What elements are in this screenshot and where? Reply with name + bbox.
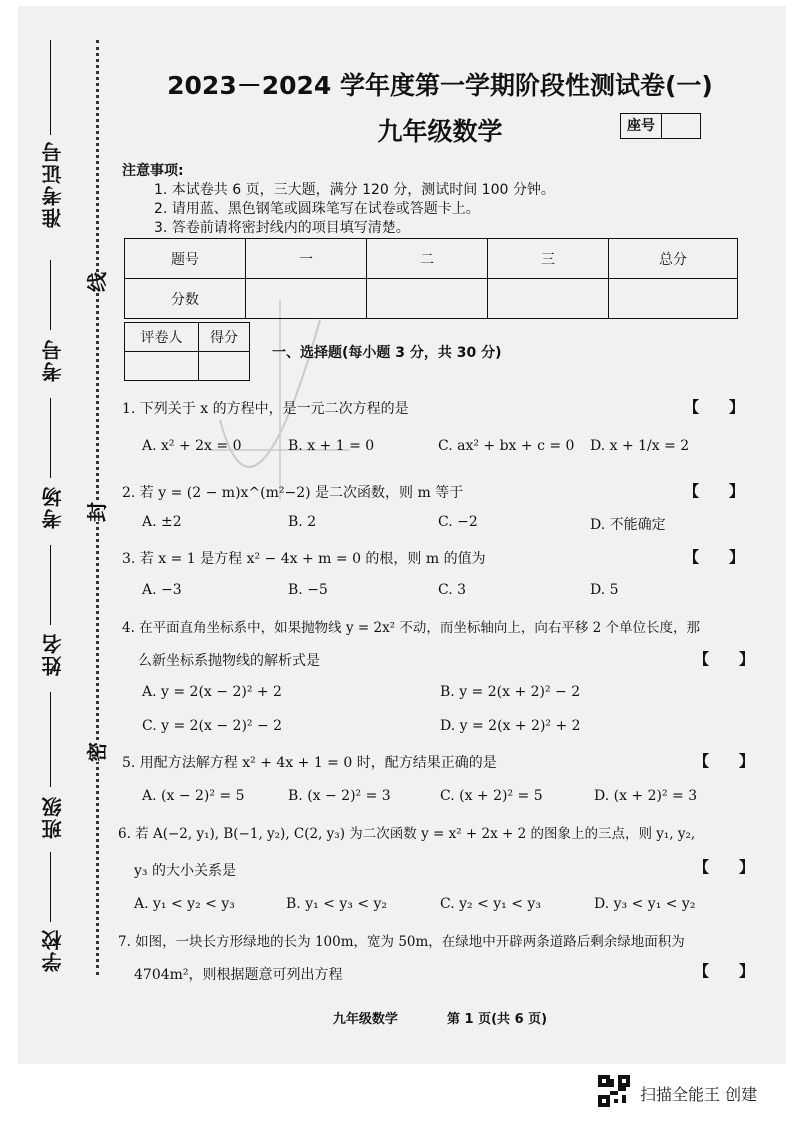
- grader-table: [124, 322, 250, 381]
- q5-option-d: D. (x + 2)² = 3: [594, 788, 698, 804]
- seat-label: 座号: [621, 114, 662, 138]
- question-4-stem-cont: 么新坐标系抛物线的解析式是: [138, 653, 320, 669]
- q5-option-c: C. (x + 2)² = 5: [440, 788, 543, 804]
- q1-option-a: A. x² + 2x = 0: [142, 438, 242, 454]
- question-2-stem: 2. 若 y = (2 − m)x^(m²−2) 是二次函数，则 m 等于: [122, 485, 464, 501]
- side-label-exam-number: 考号: [41, 338, 65, 382]
- q6-option-d: D. y₃ < y₁ < y₂: [594, 896, 696, 912]
- question-4-stem: 4. 在平面直角坐标系中，如果抛物线 y = 2x² 不动，而坐标轴向上，向右平移 2 个单位长度，那: [122, 620, 701, 636]
- q4-option-d: D. y = 2(x + 2)² + 2: [440, 718, 581, 734]
- footer-page-number: 第 1 页(共 6 页): [447, 1012, 548, 1027]
- question-5-stem: 5. 用配方法解方程 x² + 4x + 1 = 0 时，配方结果正确的是: [122, 755, 497, 771]
- q4-option-b: B. y = 2(x + 2)² − 2: [440, 684, 581, 700]
- q2-option-b: B. 2: [288, 514, 317, 530]
- side-label-exam-room: 考场: [41, 485, 65, 529]
- subject-title: 九年级数学: [377, 117, 503, 146]
- page-footer: [120, 1008, 760, 1027]
- q3-option-c: C. 3: [438, 582, 467, 598]
- score-cell[interactable]: [367, 279, 488, 319]
- side-label-school: 学校: [41, 928, 65, 972]
- q5-option-a: A. (x − 2)² = 5: [142, 788, 245, 804]
- answer-bracket-7[interactable]: 【 】: [694, 962, 755, 980]
- side-label-ticket-number: 准考证号: [41, 140, 65, 228]
- note-item: 3. 答卷前请将密封线内的项目填写清楚。: [154, 220, 410, 236]
- score-header-question: 题号: [125, 239, 246, 279]
- q6-option-c: C. y₂ < y₁ < y₃: [440, 896, 541, 912]
- grader-cell[interactable]: [125, 352, 199, 381]
- fill-line-class: [50, 692, 51, 787]
- fill-line-exam-room: [50, 398, 51, 478]
- section-heading: 一、选择题(每小题 3 分，共 30 分): [272, 345, 502, 361]
- fill-line-exam-number: [50, 260, 51, 330]
- answer-bracket-1[interactable]: 【 】: [684, 398, 745, 416]
- score-cell[interactable]: [488, 279, 609, 319]
- score-row-label: 分数: [125, 279, 246, 319]
- q2-option-c: C. −2: [438, 514, 478, 530]
- grader-header: 评卷人: [125, 323, 199, 352]
- question-7-stem-cont: 4704m²，则根据题意可列出方程: [134, 967, 343, 983]
- seat-number-box: [620, 113, 701, 139]
- q6-option-b: B. y₁ < y₃ < y₂: [286, 896, 388, 912]
- score-header-part3: 三: [488, 239, 609, 279]
- seat-number-field[interactable]: [662, 114, 700, 138]
- notes: [122, 162, 555, 238]
- score-header-part1: 一: [246, 239, 367, 279]
- q1-option-c: C. ax² + bx + c = 0: [438, 438, 575, 454]
- score-cell[interactable]: [246, 279, 367, 319]
- fill-line-ticket-number: [50, 40, 51, 135]
- qr-code-icon: [598, 1075, 630, 1107]
- q1-option-b: B. x + 1 = 0: [288, 438, 375, 454]
- note-item: 2. 请用蓝、黑色钢笔或圆珠笔写在试卷或答题卡上。: [154, 201, 480, 217]
- fill-line-name: [50, 545, 51, 625]
- answer-bracket-6[interactable]: 【 】: [694, 858, 755, 876]
- answer-bracket-4[interactable]: 【 】: [694, 650, 755, 668]
- q2-option-a: A. ±2: [142, 514, 182, 530]
- q3-option-b: B. −5: [288, 582, 328, 598]
- score-cell[interactable]: [609, 279, 738, 319]
- q3-option-a: A. −3: [142, 582, 182, 598]
- note-item: 1. 本试卷共 6 页，三大题，满分 120 分，测试时间 100 分钟。: [154, 182, 555, 198]
- score-header-part2: 二: [367, 239, 488, 279]
- question-1-stem: 1. 下列关于 x 的方程中，是一元二次方程的是: [122, 401, 409, 417]
- answer-bracket-5[interactable]: 【 】: [694, 752, 755, 770]
- q5-option-b: B. (x − 2)² = 3: [288, 788, 391, 804]
- question-7-stem: 7. 如图，一块长方形绿地的长为 100m，宽为 50m，在绿地中开辟两条道路后剩余绿地面积为: [118, 934, 685, 950]
- exam-title: 2023－2024 学年度第一学期阶段性测试卷(一): [167, 71, 713, 100]
- fill-line-school: [50, 852, 51, 922]
- score-table: [124, 238, 738, 319]
- q1-option-d: D. x + 1/x = 2: [590, 438, 690, 454]
- question-6-stem: 6. 若 A(−2, y₁), B(−1, y₂), C(2, y₃) 为二次函数 y = x² + 2x + 2 的图象上的三点，则 y₁, y₂,: [118, 826, 696, 842]
- score-header-total: 总分: [609, 239, 738, 279]
- seal-char-secret: 密: [85, 742, 109, 762]
- grader-score-cell[interactable]: [199, 352, 250, 381]
- scanner-watermark: 扫描全能王 创建: [640, 1085, 758, 1104]
- question-6-stem-cont: y₃ 的大小关系是: [134, 863, 236, 879]
- q4-option-c: C. y = 2(x − 2)² − 2: [142, 718, 283, 734]
- side-label-class: 班级: [41, 795, 65, 839]
- q6-option-a: A. y₁ < y₂ < y₃: [134, 896, 235, 912]
- q2-option-d: D. 不能确定: [590, 517, 666, 533]
- footer-subject: 九年级数学: [332, 1012, 398, 1027]
- question-3-stem: 3. 若 x = 1 是方程 x² − 4x + m = 0 的根，则 m 的值为: [122, 551, 486, 567]
- notes-heading: 注意事项:: [122, 163, 184, 179]
- seal-char-line: 线: [85, 272, 109, 292]
- q3-option-d: D. 5: [590, 582, 619, 598]
- seal-char-seal: 封: [85, 502, 109, 522]
- answer-bracket-3[interactable]: 【 】: [684, 548, 745, 566]
- q4-option-a: A. y = 2(x − 2)² + 2: [142, 684, 282, 700]
- answer-bracket-2[interactable]: 【 】: [684, 482, 745, 500]
- grader-score-header: 得分: [199, 323, 250, 352]
- side-label-name: 姓名: [41, 632, 65, 676]
